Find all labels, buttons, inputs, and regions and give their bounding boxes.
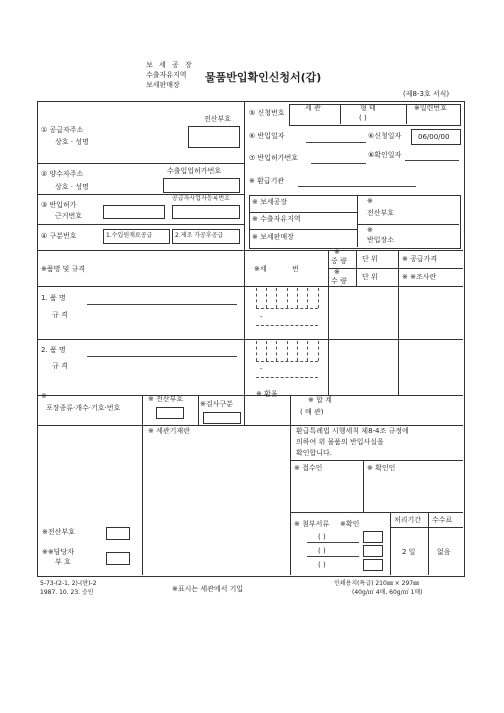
pkg-label: 포장종류·개수·기호·번호	[46, 404, 121, 412]
customs-note-label: ※ 세관기재란	[148, 427, 190, 435]
supplier-reg-box[interactable]	[172, 205, 240, 219]
permit-basis-label-1: ③ 반입허가	[41, 201, 77, 209]
office-type-2: 수출자유지역	[146, 71, 187, 79]
class-option-2[interactable]	[172, 229, 240, 244]
form-number: (제8-3호 서식)	[403, 90, 450, 98]
permit-no-label: ⑦ 반입허가번호	[249, 154, 299, 162]
confirm-text-3: 확인합니다.	[296, 449, 333, 457]
transferee-name-label: 상호 · 성명	[55, 183, 89, 191]
process-time-value: 2 일	[402, 548, 416, 556]
permit-basis-label-2: 근거번호	[55, 212, 83, 220]
bottom-computer-box[interactable]	[106, 527, 130, 540]
footer-paper-2: (40g/㎡ 4매, 60g/㎡ 1매)	[352, 589, 423, 596]
attach-paren-1: ( )	[318, 533, 326, 541]
attach-label: ※ 첨부서류	[294, 520, 330, 528]
goods-name-spec-label: ※품명 및 규격	[41, 265, 86, 273]
office-type-3: 보세판매장	[146, 81, 180, 89]
person-box[interactable]	[106, 552, 130, 565]
office-type-1: 보 세 공 장	[146, 61, 194, 69]
serial-no-label: ※일련번호	[414, 104, 447, 112]
refund-org-label: ※ 환급기관	[249, 177, 285, 185]
supplier-reg-label: 공급자사업자등록번호	[172, 195, 230, 202]
import-place-mark-2: ※	[367, 226, 373, 234]
free-zone-label: ※ 수출자유지역	[252, 215, 301, 223]
total-label: ※ 합 계	[308, 396, 332, 404]
footer-note: ※표시는 세관에서 기입	[172, 585, 244, 593]
customs-label: 세 관	[305, 104, 321, 112]
item2-name-label: 2. 품 명	[41, 346, 66, 354]
export-import-no-box[interactable]	[163, 178, 240, 193]
permit-basis-box[interactable]	[103, 205, 165, 219]
examine-price-label: ※ ※조사란	[402, 273, 437, 281]
attach-box-2[interactable]	[363, 545, 383, 557]
confirmer-label: ※ 확인인	[367, 464, 396, 472]
bonded-factory-label: ※ 보세공장	[252, 198, 288, 206]
exam-class-label: ※검사구분	[200, 400, 233, 408]
pkg-computer-box[interactable]	[156, 407, 184, 419]
attach-paren-2: ( )	[318, 547, 326, 555]
exam-class-box[interactable]	[203, 412, 241, 424]
apply-date-value: 06/00/00	[418, 133, 450, 141]
unit-label-1: 단 위	[362, 255, 378, 263]
fee-value: 없음	[437, 548, 451, 556]
bottom-computer-label: ※전산부호	[42, 528, 75, 536]
item1-spec-label: 규 격	[52, 311, 68, 319]
receipt-label: ※ 접수인	[294, 464, 323, 472]
import-place-mark-1: ※	[367, 197, 373, 205]
attach-box-1[interactable]	[363, 531, 383, 543]
apply-date-label: ⑥신청일자	[368, 132, 402, 140]
form-title: 물품반입확인신청서(갑)	[205, 71, 322, 84]
footer-code-2: 1987. 10. 23. 승인	[40, 589, 94, 596]
pkg-mark: ※	[41, 392, 47, 400]
import-place-label: 반입장소	[367, 236, 395, 244]
confirm-text-2: 의하여 위 물품의 반입사실을	[296, 438, 384, 446]
person-label-b: 부 호	[55, 558, 71, 566]
computer-no-box[interactable]	[188, 126, 240, 148]
weight-label: 중 량	[331, 257, 347, 265]
confirm-text-1: 환급특례법 시행세칙 제8-4조 규정에	[296, 427, 409, 435]
weight-mark: ※	[334, 248, 340, 256]
item2-spec-label: 규 격	[52, 362, 68, 370]
process-time-label: 처리기간	[394, 516, 422, 524]
footer-code-1: 5-73-(2-1, 2)-(판)-2	[40, 580, 97, 587]
import-place-computer-label: 전산부호	[367, 209, 395, 217]
class-no-label: ④ 구분번호	[41, 232, 77, 240]
total-amount-label: ( 매 관)	[300, 408, 324, 416]
refund-label: ※ 환율	[256, 390, 278, 398]
unit-label-2: 단 위	[362, 273, 378, 281]
report-no-label: ⑤ 신청번호	[249, 109, 285, 117]
pkg-computer-label: ※ 전산부호	[148, 395, 184, 403]
class-option-2-text: 2.제조 가공후공급	[175, 232, 224, 239]
item1-dash: -	[260, 313, 263, 321]
tax-no-label-b: 번	[292, 265, 299, 273]
transferee-address-label: ② 양수자주소	[41, 170, 84, 178]
supplier-name-label: 상호 · 성명	[55, 138, 89, 146]
apply-date-box[interactable]	[411, 129, 461, 145]
supply-price-label: ※ 공급가격	[402, 255, 438, 263]
confirm-date-label: ⑧확인일자	[368, 151, 402, 159]
supplier-address-label: ① 공급자주소	[41, 126, 84, 134]
form-type-paren: ( )	[359, 114, 367, 122]
class-option-1[interactable]	[103, 229, 170, 244]
qty-mark: ※	[334, 268, 340, 276]
class-option-1-text: 1.수입원재료공급	[106, 232, 153, 239]
computer-no-label: 전산부호	[204, 115, 232, 123]
qty-label: 수 량	[331, 277, 347, 285]
fee-label: 수수료	[432, 516, 453, 524]
item2-dash: -	[260, 365, 263, 373]
attach-paren-3: ( )	[318, 561, 326, 569]
bonded-store-label: ※ 보세판매장	[252, 233, 294, 241]
import-date-label: ⑥ 반입일자	[249, 132, 285, 140]
person-label-a: ※※담당자	[42, 548, 75, 556]
form-type-label: 형 태	[360, 104, 376, 112]
tax-no-label-a: ※세	[254, 265, 267, 273]
export-import-no-label: 수출입업허가번호	[167, 167, 222, 175]
attach-confirm-label: ※확인	[340, 520, 360, 528]
item1-name-label: 1. 품 명	[41, 294, 66, 302]
footer-paper-1: 인쇄용지(특급) 210㎜ × 297㎜	[334, 580, 420, 587]
attach-box-3[interactable]	[363, 559, 383, 571]
